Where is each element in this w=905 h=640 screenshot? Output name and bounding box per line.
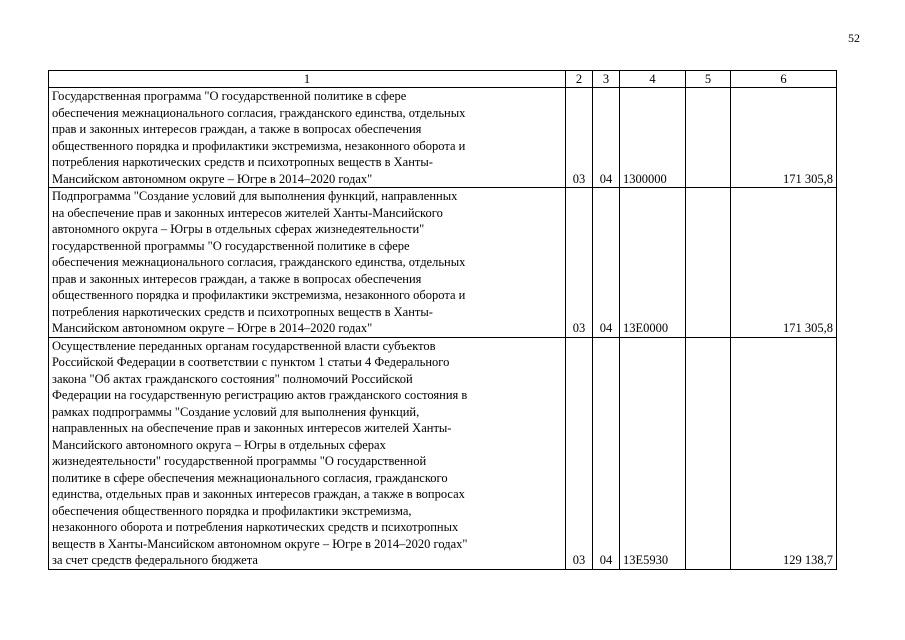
target-article-code: 1300000 — [620, 88, 686, 188]
page-number: 52 — [848, 31, 860, 45]
row-description: Государственная программа "О государственной политике в сфере обеспечения межнационального согласия, гражданского единства, отдельных прав и законных интересов граждан, а также в вопросах обеспечения общественного порядка и профилактики экстремизма, незаконного оборота и потребления наркотических средств и психотропных веществ в Ханты- Мансийском автономном округе – Югре в 2014–2020 годах" — [49, 88, 566, 188]
expense-type-code — [686, 337, 731, 569]
amount: 171 305,8 — [731, 188, 837, 338]
subsection-code: 04 — [593, 188, 620, 338]
section-code: 03 — [566, 188, 593, 338]
budget-table — [48, 70, 837, 570]
expense-type-code — [686, 188, 731, 338]
table-header-row — [49, 71, 837, 88]
subsection-code: 04 — [593, 88, 620, 188]
section-code: 03 — [566, 88, 593, 188]
target-article-code: 13Е0000 — [620, 188, 686, 338]
row-description: Осуществление переданных органам государственной власти субъектов Российской Федерации в соответствии с пунктом 1 статьи 4 Федерального закона "Об актах гражданского состояния" полномочий Российской Федерации на государственную регистрацию актов гражданского состояния в рамках подпрограммы "Создание условий для выполнения функций, направленных на обеспечение прав и законных интересов жителей Ханты- Мансийского автономного округа – Югры в отдельных сферах жизнедеятельности" государственной программы "О государственной политике в сфере обеспечения межнационального согласия, гражданского единства, отдельных прав и законных интересов граждан, а также в вопросах обеспечения общественного порядка и профилактики экстремизма, незаконного оборота и потребления наркотических средств и психотропных веществ в Ханты-Мансийском автономном округе – Югре в 2014–2020 годах" за счет средств федерального бюджета — [49, 337, 566, 569]
table-row — [49, 88, 837, 188]
table-row — [49, 188, 837, 338]
column-header: 2 — [566, 71, 593, 88]
expense-type-code — [686, 88, 731, 188]
table-row — [49, 337, 837, 569]
target-article-code: 13Е5930 — [620, 337, 686, 569]
row-description: Подпрограмма "Создание условий для выполнения функций, направленных на обеспечение прав и законных интересов жителей Ханты-Мансийского автономного округа – Югры в отдельных сферах жизнедеятельности" государственной программы "О государственной политике в сфере обеспечения межнационального согласия, гражданского единства, отдельных прав и законных интересов граждан, а также в вопросах обеспечения общественного порядка и профилактики экстремизма, незаконного оборота и потребления наркотических средств и психотропных веществ в Ханты- Мансийском автономном округе – Югре в 2014–2020 годах" — [49, 188, 566, 338]
column-header: 5 — [686, 71, 731, 88]
column-header: 6 — [731, 71, 837, 88]
subsection-code: 04 — [593, 337, 620, 569]
amount: 129 138,7 — [731, 337, 837, 569]
column-header: 4 — [620, 71, 686, 88]
section-code: 03 — [566, 337, 593, 569]
column-header: 1 — [49, 71, 566, 88]
amount: 171 305,8 — [731, 88, 837, 188]
column-header: 3 — [593, 71, 620, 88]
